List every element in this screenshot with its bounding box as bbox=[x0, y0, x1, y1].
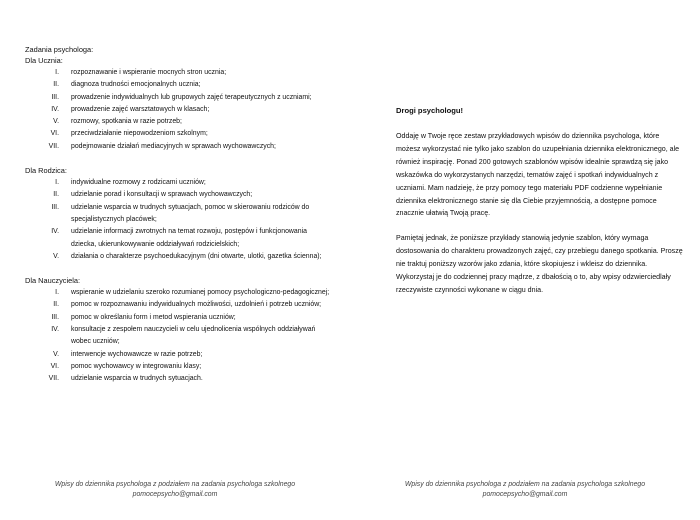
list-item bbox=[25, 92, 330, 104]
item-text: konsultacje z zespołem nauczycieli w celu ujednolicenia wspólnych oddziaływań wobec uczniów; bbox=[71, 326, 316, 346]
page-title: Zadania psychologa: bbox=[25, 45, 94, 54]
list-item bbox=[25, 312, 330, 324]
item-number: IV. bbox=[51, 326, 59, 334]
item-number: I. bbox=[55, 69, 59, 76]
item-number: V. bbox=[53, 252, 59, 260]
left-footer bbox=[0, 480, 350, 500]
list-item bbox=[25, 349, 330, 361]
list-item bbox=[25, 177, 330, 189]
item-number: VII. bbox=[48, 142, 59, 150]
item-text: udzielanie informacji zwrotnych na temat rozwoju, postępów i funkcjonowania dziecka, ukierunkowywanie oddziaływań rodzicielskich; bbox=[71, 228, 307, 248]
item-text: prowadzenie indywidualnych lub grupowych zajęć terapeutycznych z uczniami; bbox=[71, 93, 312, 101]
section-title: Dla Rodzica: bbox=[25, 166, 67, 176]
item-text: pomoc w rozpoznawaniu indywidualnych możliwości, uzdolnień i potrzeb uczniów; bbox=[71, 301, 322, 309]
right-page bbox=[350, 0, 700, 520]
task-section bbox=[25, 55, 330, 153]
item-text: przeciwdziałanie niepowodzeniom szkolnym; bbox=[71, 130, 208, 138]
list-item bbox=[25, 361, 330, 373]
item-text: indywidualne rozmowy z rodzicami uczniów; bbox=[71, 179, 206, 187]
section-spacer bbox=[25, 153, 330, 165]
list-item bbox=[25, 287, 330, 299]
item-number: IV. bbox=[51, 105, 59, 113]
greeting-heading: Drogi psychologu! bbox=[396, 106, 464, 115]
list-item bbox=[25, 116, 330, 128]
item-text: udzielanie wsparcia w trudnych sytuacjach, pomoc w skierowaniu rodziców do specjalistycznych placówek; bbox=[71, 203, 310, 223]
item-number: VII. bbox=[48, 375, 59, 383]
item-number: VI. bbox=[50, 130, 59, 138]
item-text: diagnoza trudności emocjonalnych ucznia; bbox=[71, 81, 201, 89]
item-number: I. bbox=[55, 289, 59, 297]
list-item bbox=[25, 128, 330, 140]
item-text: wspieranie w udzielaniu szeroko rozumianej pomocy psychologiczno-pedagogicznej; bbox=[71, 289, 330, 297]
footer-text: Wpisy do dziennika psychologa z podziałem na zadania psychologa szkolnego bbox=[54, 481, 296, 488]
list-item bbox=[25, 104, 330, 116]
item-text: podejmowanie działań mediacyjnych w sprawach wychowawczych; bbox=[71, 142, 276, 150]
item-number: IV. bbox=[51, 228, 59, 236]
intro-paragraph: Oddaję w Twoje ręce zestaw przykładowych wpisów do dziennika psychologa, które możesz wykorzystać nie tylko jako szablon do uzupełniania dziennika elektronicznego, ale również inspirację. Ponad 200 gotowych szablonów wpisów idealnie sprawdzą się jako wskazówka do wykorzystanych narzędzi, tematów zajęć i spotkań indywidualnych z uczniami. Mam nadzieję, że przy pomocy tego materiału PDF codzienne wypełnianie dziennika elektronicznego stanie się dla Ciebie przyjemnością, a dostępne pomoce znacznie ułatwią Twoją pracę. bbox=[396, 132, 680, 218]
list-item bbox=[25, 141, 330, 153]
list-item bbox=[25, 202, 330, 227]
item-number: III. bbox=[51, 93, 59, 101]
section-title: Dla Ucznia: bbox=[25, 56, 63, 65]
task-list bbox=[25, 177, 330, 263]
footer-text: Wpisy do dziennika psychologa z podziałem na zadania psychologa szkolnego bbox=[404, 481, 646, 488]
item-text: prowadzenie zajęć warsztatowych w klasach; bbox=[71, 105, 210, 113]
list-item bbox=[25, 324, 330, 349]
task-section bbox=[25, 275, 330, 385]
list-item bbox=[25, 226, 330, 251]
list-item bbox=[25, 373, 330, 385]
task-section bbox=[25, 165, 330, 263]
item-text: pomoc w określaniu form i metod wspierania uczniów; bbox=[71, 313, 236, 321]
item-number: VI. bbox=[50, 362, 59, 370]
list-item bbox=[25, 79, 330, 91]
list-item bbox=[25, 189, 330, 201]
item-text: rozpoznawanie i wspieranie mocnych stron ucznia; bbox=[71, 69, 227, 76]
item-number: V. bbox=[53, 350, 59, 358]
right-footer bbox=[350, 480, 700, 500]
item-text: interwencje wychowawcze w razie potrzeb; bbox=[71, 350, 203, 358]
task-list bbox=[25, 287, 330, 385]
item-text: udzielanie porad i konsultacji w sprawach wychowawczych; bbox=[71, 191, 253, 199]
item-number: III. bbox=[51, 203, 59, 211]
item-number: V. bbox=[53, 118, 59, 126]
section-spacer bbox=[25, 263, 330, 275]
sections-container bbox=[25, 55, 330, 386]
list-item bbox=[25, 67, 330, 79]
list-item bbox=[25, 299, 330, 311]
section-title: Dla Nauczyciela: bbox=[25, 276, 81, 286]
item-number: II. bbox=[53, 191, 59, 199]
item-number: II. bbox=[53, 81, 59, 89]
item-number: II. bbox=[53, 301, 59, 309]
footer-email: pomocepsycho@gmail.com bbox=[482, 491, 568, 498]
footer-email: pomocepsycho@gmail.com bbox=[132, 491, 218, 498]
item-text: rozmowy, spotkania w razie potrzeb; bbox=[71, 118, 182, 126]
item-text: działania o charakterze psychoedukacyjnym (dni otwarte, ulotki, gazetka ścienna); bbox=[71, 252, 322, 260]
item-number: III. bbox=[51, 313, 59, 321]
list-item bbox=[25, 251, 330, 263]
note-paragraph: Pamiętaj jednak, że poniższe przykłady stanowią jedynie szablon, który wymaga dostosowania do charakteru prowadzonych zajęć, czy przebiegu danego spotkania. Proszę nie traktuj poniższy wzorów jako zdania, które skopiujesz i wkleisz do dziennika. Wykorzystaj je do codziennej pracy mądrze, z dbałością o to, aby wpisy odzwierciedlały rzeczywiste czynności wykonane w ciągu dnia. bbox=[396, 234, 683, 294]
item-text: pomoc wychowawcy w integrowaniu klasy; bbox=[71, 362, 202, 370]
item-text: udzielanie wsparcia w trudnych sytuacjach. bbox=[71, 375, 203, 383]
item-number: I. bbox=[55, 179, 59, 187]
task-list bbox=[25, 67, 330, 153]
